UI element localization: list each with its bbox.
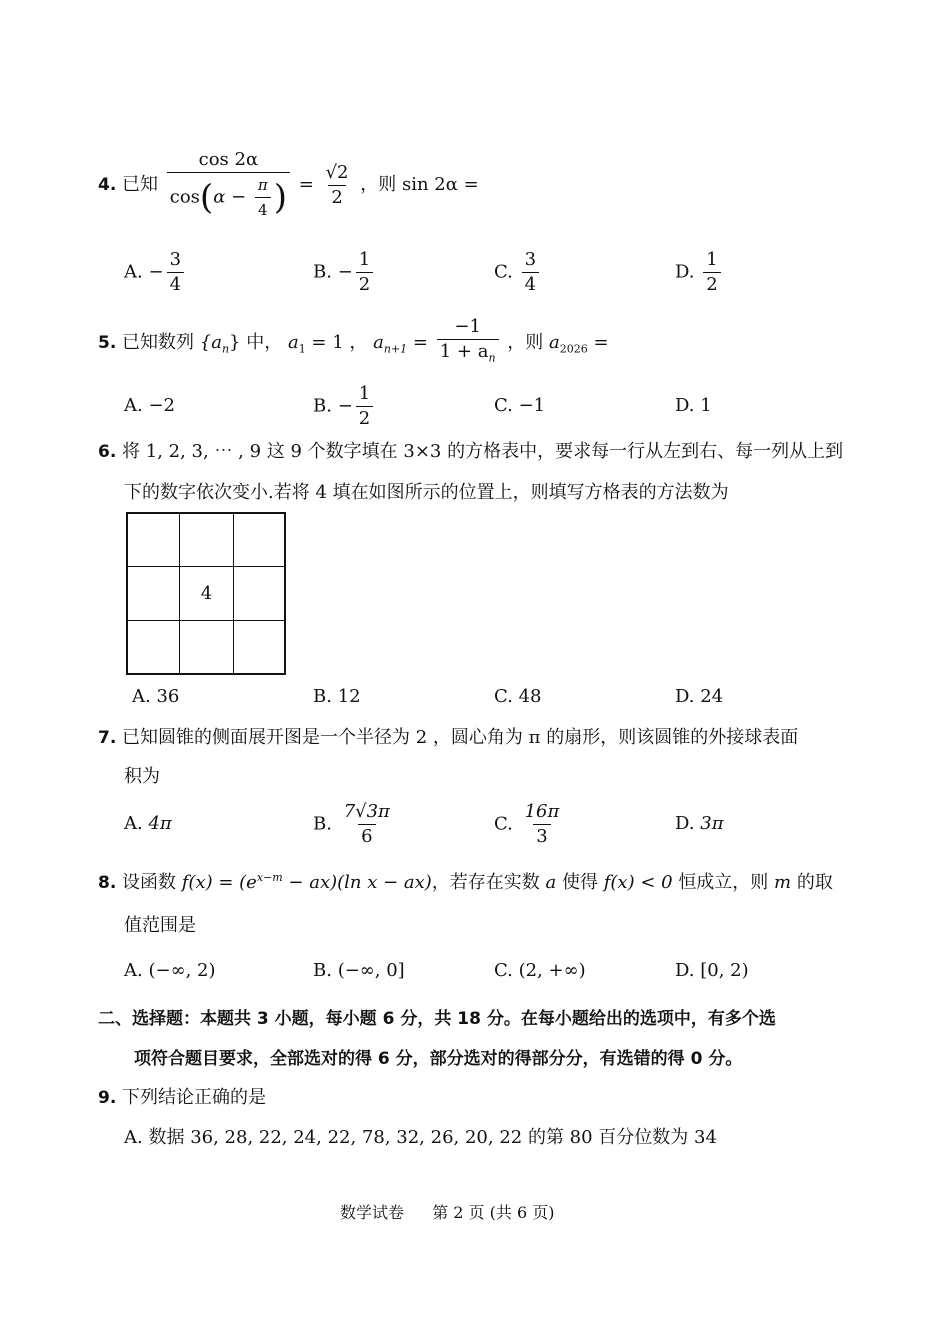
q6-option-b[interactable] [313, 685, 361, 709]
q6-option-d[interactable] [675, 685, 723, 709]
option-label: B. [313, 261, 332, 283]
question-number: 6. [98, 442, 117, 462]
q8-var-m: m [774, 872, 792, 893]
q8-var-a: a [545, 872, 557, 893]
option-value: 36 [156, 686, 180, 707]
q8-function: f(x) = (e [181, 872, 257, 893]
q5-option-d[interactable] [675, 394, 712, 418]
option-num: 1 [358, 383, 371, 404]
q6-option-a[interactable] [132, 685, 179, 709]
question-number: 8. [98, 873, 117, 893]
option-den: 4 [167, 272, 184, 297]
question-4 [98, 148, 479, 222]
q6-line2: 下的数字依次变小.若将 4 填在如图所示的位置上，则填写方格表的方法数为 [124, 482, 729, 503]
option-value: 4π [148, 813, 172, 834]
q5-option-b[interactable] [313, 382, 376, 431]
question-6-line2 [124, 481, 729, 505]
q8-text-c: ，若存在实数 [431, 872, 540, 893]
question-number: 9. [98, 1088, 117, 1108]
q4-frac-numerator: cos 2α [198, 149, 259, 170]
q5-a1-sub: 1 [298, 342, 306, 356]
q8-line2: 值范围是 [124, 915, 196, 936]
option-label: C. [494, 813, 513, 835]
q5-frac-den [437, 339, 499, 371]
four: 4 [255, 197, 271, 222]
option-label: B. [313, 960, 332, 981]
q5-text3: ，则 [507, 331, 544, 353]
q5-target-sub: 2026 [559, 342, 588, 356]
option-label: C. [494, 960, 513, 981]
grid-3x3 [126, 512, 286, 675]
option-value: −1 [518, 395, 546, 416]
question-5 [98, 315, 609, 371]
q6-line1: 将 1, 2, 3, ⋯ , 9 这 9 个数字填在 3×3 的方格表中，要求每一行从左到右、每一列从上到 [122, 441, 844, 462]
option-label: D. [675, 395, 695, 416]
option-value: (−∞, 0] [337, 960, 405, 981]
q4-option-d[interactable] [675, 248, 724, 297]
question-8-line1 [98, 866, 833, 895]
q5-text1: 已知数列 [122, 331, 195, 353]
q8-text-a: 设函数 [122, 872, 177, 893]
q4-frac-denominator [167, 172, 290, 222]
q8-exponent: x−m [256, 871, 283, 884]
q5-an1-sub: n+1 [383, 342, 408, 356]
q8-condition: f(x) < 0 [603, 872, 673, 893]
option-value: [0, 2) [700, 960, 749, 981]
footer-page-number: 第 2 页 (共 6 页) [432, 1203, 555, 1222]
option-num: 1 [706, 249, 718, 270]
option-label: B. [313, 395, 332, 417]
option-den: 2 [703, 272, 720, 297]
option-label: A. [124, 1127, 143, 1148]
q9-text: 下列结论正确的是 [122, 1087, 267, 1108]
option-label: C. [494, 395, 513, 416]
q7-option-a[interactable] [124, 812, 172, 836]
q5-frac-den-sub: n [488, 351, 496, 365]
option-label: D. [675, 686, 695, 707]
q5-an1: a [373, 331, 384, 353]
option-value: 3π [700, 813, 724, 834]
q5-seq: {a [199, 331, 222, 353]
alpha-minus: α − [213, 186, 247, 208]
q4-option-b[interactable] [313, 248, 376, 297]
option-label: D. [675, 960, 695, 981]
q5-target-eq: = [587, 331, 609, 353]
q5-fraction [437, 315, 499, 371]
question-9 [98, 1086, 266, 1110]
option-label: D. [675, 813, 695, 834]
q7-option-c[interactable] [494, 800, 565, 849]
footer-subject: 数学试卷 [340, 1203, 405, 1222]
option-label: A. [124, 261, 143, 283]
cos-text: cos [169, 186, 200, 208]
two: 2 [328, 185, 345, 210]
option-value: 12 [337, 686, 361, 707]
q5-a1-val: = 1 ， [305, 331, 368, 353]
left-paren: ( [199, 177, 214, 218]
option-text: 数据 36, 28, 22, 24, 22, 78, 32, 26, 20, 22 的第 80 百分位数为 34 [148, 1127, 717, 1148]
q7-option-d[interactable] [675, 812, 724, 836]
option-label: B. [313, 686, 332, 707]
q8-option-c[interactable] [494, 959, 586, 983]
question-number: 7. [98, 728, 117, 748]
q4-option-a[interactable] [124, 248, 187, 297]
question-6-line1 [98, 440, 843, 464]
option-value: 24 [700, 686, 724, 707]
option-num: 16π [524, 801, 560, 822]
option-label: C. [494, 686, 513, 707]
option-sign: − [337, 395, 353, 417]
option-label: B. [313, 813, 332, 835]
q8-option-a[interactable] [124, 959, 216, 983]
q5-seq-sub: n [221, 342, 230, 356]
option-value: (−∞, 2) [148, 960, 216, 981]
option-den: 6 [358, 824, 375, 849]
pi: π [257, 176, 268, 194]
q8-text-e: 恒成立，则 [678, 872, 769, 893]
option-den: 4 [522, 272, 539, 297]
option-label: D. [675, 261, 695, 283]
q5-frac-num: −1 [454, 316, 481, 337]
q8-text-d: 使得 [562, 872, 598, 893]
right-paren: ) [273, 177, 288, 218]
question-7-line1 [98, 726, 798, 750]
pi-over-4 [255, 173, 271, 222]
q7-line1: 已知圆锥的侧面展开图是一个半径为 2 ，圆心角为 π 的扇形，则该圆锥的外接球表面 [122, 727, 799, 748]
q4-option-c[interactable] [494, 248, 542, 297]
option-label: A. [124, 960, 143, 981]
option-value: 1 [700, 395, 712, 416]
option-den: 2 [356, 406, 373, 431]
option-den: 3 [533, 824, 550, 849]
sqrt2: √2 [325, 161, 349, 183]
q5-frac-den-text: 1 + a [439, 341, 489, 362]
page-footer [340, 1200, 554, 1223]
option-value: 48 [518, 686, 542, 707]
q4-equals: = [298, 174, 314, 195]
option-num: 1 [358, 249, 371, 270]
grid-center-cell: 4 [200, 583, 213, 604]
q5-an1-eq: = [407, 331, 428, 353]
q7-option-b[interactable] [313, 800, 396, 849]
section-2-heading-line2: 项符合题目要求，全部选对的得 6 分，部分选对的得部分分，有选错的得 0 分。 [134, 1049, 743, 1069]
option-sign: − [337, 261, 353, 283]
option-value: (2, +∞) [518, 960, 586, 981]
option-num: 3 [524, 249, 537, 270]
option-den: 2 [356, 272, 373, 297]
q7-line2: 积为 [124, 766, 160, 787]
section-2-heading-line1: 二、选择题：本题共 3 小题，每小题 6 分，共 18 分。在每小题给出的选项中，有多个选 [98, 1009, 776, 1029]
q5-text2: 中， [246, 331, 283, 353]
option-label: C. [494, 261, 513, 283]
q5-seq-close: } [229, 331, 241, 353]
q8-text-f: 的取 [796, 872, 833, 893]
q4-prefix: 已知 [122, 174, 159, 195]
question-8-line2 [124, 914, 196, 938]
q5-target: a [549, 331, 560, 353]
option-label: A. [132, 686, 151, 707]
q8-function-rest: − ax)(ln x − ax) [282, 872, 432, 893]
q5-a1: a [287, 331, 299, 353]
option-value: −2 [148, 395, 176, 416]
option-label: A. [124, 813, 143, 834]
question-number: 4. [98, 175, 117, 195]
q4-rhs-fraction [323, 161, 352, 210]
q8-option-d[interactable] [675, 959, 749, 983]
option-num: 3 [169, 249, 182, 270]
q5-option-a[interactable] [124, 394, 175, 418]
q5-option-c[interactable] [494, 394, 545, 418]
option-label: A. [124, 395, 143, 416]
q4-suffix: ，则 sin 2α = [360, 174, 479, 195]
option-sign: − [148, 261, 164, 283]
q6-option-c[interactable] [494, 685, 542, 709]
q4-main-fraction [167, 148, 290, 222]
question-number: 5. [98, 332, 117, 353]
question-7-line2 [124, 765, 160, 789]
option-num: 7√3π [343, 801, 390, 822]
q9-option-a[interactable] [124, 1126, 717, 1150]
q8-option-b[interactable] [313, 959, 405, 983]
